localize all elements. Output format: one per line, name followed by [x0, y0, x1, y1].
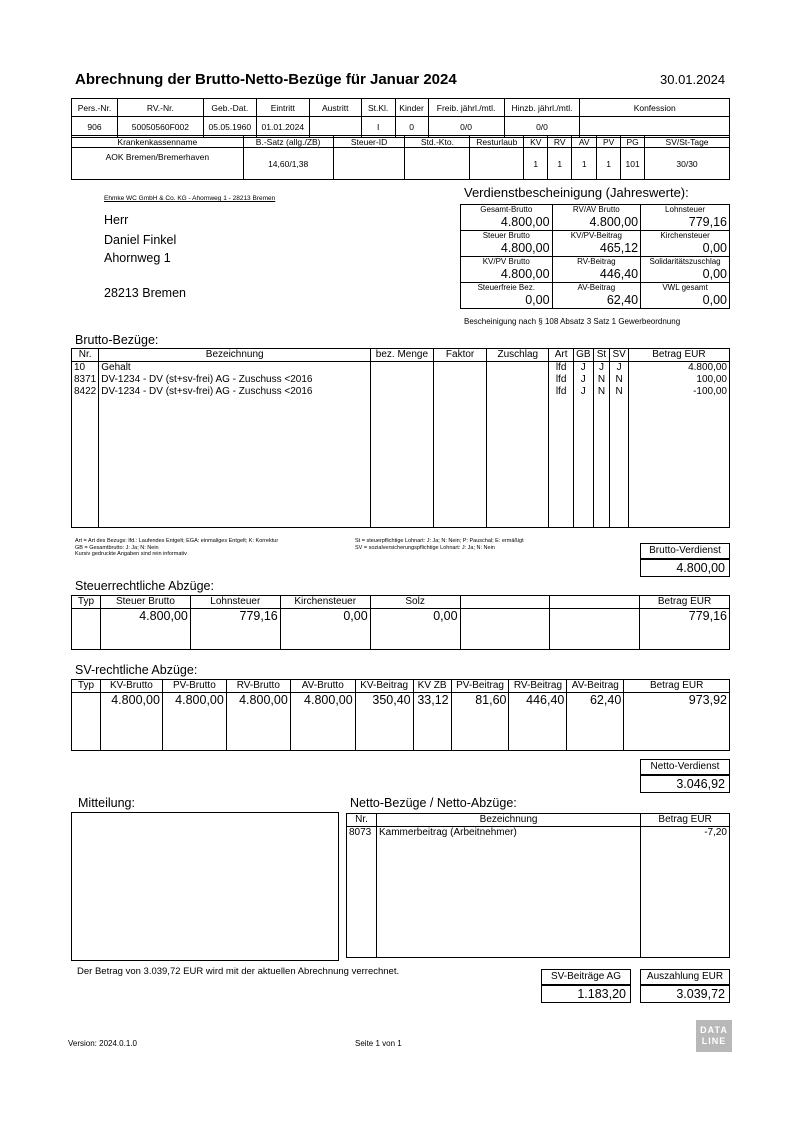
label-pv: PV	[597, 136, 621, 148]
col-header: RV-Brutto	[226, 680, 290, 693]
col-header: Kirchensteuer	[280, 596, 370, 609]
cell-nr: 8371	[72, 374, 99, 386]
value-kinder: 0	[395, 117, 428, 138]
vb-cell	[552, 231, 641, 257]
vb-value: 4.800,00	[500, 267, 550, 281]
label-pers-nr: Pers.-Nr.	[72, 99, 118, 117]
cell-betrag: -7,20	[641, 827, 730, 958]
legend-left: Art = Art des Bezugs: lfd.: Laufendes Entgelt; EGA: einmaliges Entgelt; K: Korrektur GB = Gesamtbrutto: J: Ja; N: Nein Kursiv gedruckte Angaben sind rein informativ	[75, 538, 279, 557]
value-rv: 1	[548, 148, 572, 180]
sv-beitraege-value: 1.183,20	[541, 985, 631, 1003]
label-pg: PG	[621, 136, 645, 148]
value-stkl: I	[361, 117, 395, 138]
vb-value: 0,00	[525, 293, 550, 307]
value-resturlaub	[470, 148, 524, 180]
table-row	[347, 827, 730, 958]
cell-st: N	[593, 374, 610, 386]
sv-table	[71, 679, 730, 751]
label-austritt: Austritt	[309, 99, 361, 117]
label-av: AV	[572, 136, 597, 148]
cell-nr: 10	[72, 362, 99, 375]
cell-menge	[371, 362, 434, 375]
col-header: PV-Beitrag	[451, 680, 509, 693]
steuer-title: Steuerrechtliche Abzüge:	[75, 579, 214, 593]
col-header: Faktor	[433, 349, 487, 362]
col-header: AV-Brutto	[290, 680, 355, 693]
cell-betrag: 973,92	[624, 693, 730, 751]
col-header: bez. Menge	[371, 349, 434, 362]
verdienst-note: Bescheinigung nach § 108 Absatz 3 Satz 1 Gewerbeordnung	[464, 317, 681, 326]
vb-label: KV/PV Brutto	[482, 257, 530, 266]
label-std-kto: Std.-Kto.	[405, 136, 470, 148]
col-header: KV ZB	[413, 680, 451, 693]
col-header: Zuschlag	[487, 349, 549, 362]
label-freib: Freib. jährl./mtl.	[428, 99, 504, 117]
address-salutation: Herr	[104, 213, 129, 227]
cell-nr: 8073	[347, 827, 377, 958]
document-date: 30.01.2024	[660, 72, 726, 87]
vb-value: 446,40	[599, 267, 639, 281]
cell-zuschlag	[487, 374, 549, 386]
cell-bezeichnung: Gehalt	[99, 362, 371, 375]
verrechnung-note: Der Betrag von 3.039,72 EUR wird mit der aktuellen Abrechnung verrechnet.	[77, 966, 400, 977]
cell-betrag: 4.800,00	[628, 362, 729, 375]
netto-bezuege-title: Netto-Bezüge / Netto-Abzüge:	[350, 796, 517, 810]
vb-value: 0,00	[702, 267, 727, 281]
label-rv-nr: RV.-Nr.	[117, 99, 203, 117]
insurance-header-table	[71, 135, 730, 180]
value-pers-nr: 906	[72, 117, 118, 138]
cell-faktor	[433, 386, 487, 398]
cell-menge	[371, 374, 434, 386]
logo-line-1: DATA	[700, 1025, 728, 1035]
col-header: SV	[610, 349, 628, 362]
brutto-verdienst-label: Brutto-Verdienst	[640, 543, 730, 559]
cell-kv-zb: 33,12	[413, 693, 451, 751]
cell-sv: J	[610, 362, 628, 375]
vb-cell	[552, 283, 641, 309]
vb-label: Steuerfreie Bez.	[477, 283, 535, 292]
vb-cell	[461, 257, 553, 283]
address-street: Ahornweg 1	[104, 251, 171, 265]
cell-gb: J	[574, 374, 593, 386]
cell-pv-brutto: 4.800,00	[162, 693, 226, 751]
col-header: Lohnsteuer	[190, 596, 280, 609]
vb-label: RV-Beitrag	[577, 257, 616, 266]
cell-typ	[72, 609, 101, 650]
brutto-table	[71, 348, 730, 528]
label-sv-st-tage: SV/St-Tage	[645, 136, 730, 148]
col-header: Bezeichnung	[99, 349, 371, 362]
cell-gb: J	[574, 386, 593, 398]
address-city: 28213 Bremen	[104, 286, 187, 300]
table-row	[72, 693, 730, 751]
cell-rv-beitrag: 446,40	[509, 693, 567, 751]
value-sv-st-tage: 30/30	[645, 148, 730, 180]
cell-solz: 0,00	[370, 609, 460, 650]
value-pv: 1	[597, 148, 621, 180]
vb-cell	[552, 205, 641, 231]
cell-menge	[371, 386, 434, 398]
col-header: KV-Brutto	[100, 680, 162, 693]
page-title: Abrechnung der Brutto-Netto-Bezüge für Januar 2024	[75, 71, 457, 88]
page-number: Seite 1 von 1	[355, 1039, 402, 1048]
verdienst-table	[460, 204, 730, 309]
vb-label: Steuer Brutto	[482, 231, 530, 240]
cell-steuer-brutto: 4.800,00	[100, 609, 190, 650]
value-krankenkasse: AOK Bremen/Bremerhaven	[72, 148, 244, 180]
cell-kv-beitrag: 350,40	[355, 693, 413, 751]
netto-bezuege-table	[346, 813, 730, 958]
col-header: RV-Beitrag	[509, 680, 567, 693]
cell-art: lfd	[549, 374, 574, 386]
vb-cell	[461, 205, 553, 231]
col-header: Betrag EUR	[628, 349, 729, 362]
cell-st: J	[593, 362, 610, 375]
verdienst-title: Verdienstbescheinigung (Jahreswerte):	[464, 185, 689, 200]
value-std-kto	[405, 148, 470, 180]
label-rv: RV	[548, 136, 572, 148]
netto-verdienst-value: 3.046,92	[640, 775, 730, 793]
vb-cell	[461, 283, 553, 309]
vb-value: 4.800,00	[589, 215, 639, 229]
sender-line: Ehmke WC GmbH & Co. KG - Ahornweg 1 - 28213 Bremen	[104, 195, 276, 202]
col-header: Steuer Brutto	[100, 596, 190, 609]
cell-sv: N	[610, 374, 628, 386]
mitteilung-box	[71, 812, 339, 961]
cell-gb: J	[574, 362, 593, 375]
col-header	[460, 596, 550, 609]
sv-title: SV-rechtliche Abzüge:	[75, 663, 198, 677]
value-rv-nr: 50050560F002	[117, 117, 203, 138]
cell-faktor	[433, 362, 487, 375]
cell-rv-brutto: 4.800,00	[226, 693, 290, 751]
brutto-verdienst-value: 4.800,00	[640, 559, 730, 577]
label-konfession: Konfession	[580, 99, 730, 117]
auszahlung-value: 3.039,72	[640, 985, 730, 1003]
col-header: Betrag EUR	[640, 596, 730, 609]
vb-cell	[641, 257, 730, 283]
cell-betrag: 100,00	[628, 374, 729, 386]
vb-value: 0,00	[702, 293, 727, 307]
col-header: Art	[549, 349, 574, 362]
label-eintritt: Eintritt	[256, 99, 309, 117]
sv-beitraege-label: SV-Beiträge AG	[541, 969, 631, 985]
cell-betrag: 779,16	[640, 609, 730, 650]
cell-art: lfd	[549, 386, 574, 398]
vb-label: AV-Beitrag	[577, 283, 616, 292]
col-header: Bezeichnung	[376, 814, 640, 827]
vb-cell	[641, 231, 730, 257]
col-header: KV-Beitrag	[355, 680, 413, 693]
table-row	[72, 362, 730, 375]
version-label: Version: 2024.0.1.0	[68, 1039, 137, 1048]
cell-st: N	[593, 386, 610, 398]
vb-cell	[461, 231, 553, 257]
cell-zuschlag	[487, 386, 549, 398]
cell-betrag: -100,00	[628, 386, 729, 398]
cell-art: lfd	[549, 362, 574, 375]
vb-label: Lohnsteuer	[665, 205, 706, 214]
col-header: St	[593, 349, 610, 362]
col-header: Solz	[370, 596, 460, 609]
col-header: Betrag EUR	[641, 814, 730, 827]
table-row	[72, 609, 730, 650]
vb-cell	[641, 283, 730, 309]
col-header: Typ	[72, 680, 101, 693]
vb-label: Kirchensteuer	[660, 231, 710, 240]
value-b-satz: 14,60/1,38	[243, 148, 333, 180]
auszahlung-label: Auszahlung EUR	[640, 969, 730, 985]
brutto-title: Brutto-Bezüge:	[75, 333, 159, 347]
label-kv: KV	[524, 136, 548, 148]
cell-nr: 8422	[72, 386, 99, 398]
cell-bezeichnung: DV-1234 - DV (st+sv-frei) AG - Zuschuss <2016	[99, 386, 371, 398]
vb-cell	[641, 205, 730, 231]
value-pg: 101	[621, 148, 645, 180]
value-freib: 0/0	[428, 117, 504, 138]
vb-value: 0,00	[702, 241, 727, 255]
vb-label: Solidaritätszuschlag	[649, 257, 721, 266]
value-kv: 1	[524, 148, 548, 180]
table-row-empty	[72, 398, 730, 527]
cell-av-brutto: 4.800,00	[290, 693, 355, 751]
employee-header-table	[71, 98, 730, 138]
col-header: Typ	[72, 596, 101, 609]
dataline-logo	[696, 1020, 732, 1052]
vb-value: 779,16	[688, 215, 727, 229]
vb-label: RV/AV Brutto	[572, 205, 620, 214]
vb-value: 62,40	[606, 293, 639, 307]
label-resturlaub: Resturlaub	[470, 136, 524, 148]
value-geb-dat: 05.05.1960	[203, 117, 256, 138]
legend-right: St = steuerpflichtige Lohnart: J: Ja; N: Nein; P: Pauschal; E: ermäßigt SV = sozialversicherungspflichtige Lohnart: J: Ja; N: Nein	[355, 538, 524, 551]
label-geb-dat: Geb.-Dat.	[203, 99, 256, 117]
address-name: Daniel Finkel	[104, 233, 177, 247]
label-stkl: St.Kl.	[361, 99, 395, 117]
cell-empty	[460, 609, 550, 650]
label-hinzb: Hinzb. jährl./mtl.	[504, 99, 580, 117]
value-av: 1	[572, 148, 597, 180]
col-header	[550, 596, 640, 609]
vb-cell	[552, 257, 641, 283]
cell-zuschlag	[487, 362, 549, 375]
cell-empty	[550, 609, 640, 650]
value-eintritt: 01.01.2024	[256, 117, 309, 138]
vb-value: 4.800,00	[500, 241, 550, 255]
label-kinder: Kinder	[395, 99, 428, 117]
vb-label: VWL gesamt	[662, 283, 708, 292]
col-header: AV-Beitrag	[567, 680, 624, 693]
cell-faktor	[433, 374, 487, 386]
cell-av-beitrag: 62,40	[567, 693, 624, 751]
vb-value: 4.800,00	[500, 215, 550, 229]
col-header: Nr.	[72, 349, 99, 362]
col-header: GB	[574, 349, 593, 362]
cell-kv-brutto: 4.800,00	[100, 693, 162, 751]
label-b-satz: B.-Satz (allg./ZB)	[243, 136, 333, 148]
value-hinzb: 0/0	[504, 117, 580, 138]
value-steuer-id	[333, 148, 405, 180]
cell-bezeichnung: DV-1234 - DV (st+sv-frei) AG - Zuschuss <2016	[99, 374, 371, 386]
col-header: Betrag EUR	[624, 680, 730, 693]
cell-typ	[72, 693, 101, 751]
steuer-table	[71, 595, 730, 650]
table-row	[72, 386, 730, 398]
cell-lohnsteuer: 779,16	[190, 609, 280, 650]
cell-bezeichnung: Kammerbeitrag (Arbeitnehmer)	[376, 827, 640, 958]
cell-pv-beitrag: 81,60	[451, 693, 509, 751]
netto-verdienst-label: Netto-Verdienst	[640, 759, 730, 775]
table-row	[72, 374, 730, 386]
logo-line-2: LINE	[701, 1036, 727, 1046]
mitteilung-title: Mitteilung:	[78, 796, 135, 810]
col-header: PV-Brutto	[162, 680, 226, 693]
vb-label: KV/PV-Beitrag	[570, 231, 622, 240]
vb-value: 465,12	[599, 241, 639, 255]
cell-sv: N	[610, 386, 628, 398]
vb-label: Gesamt-Brutto	[480, 205, 533, 214]
label-krankenkasse: Krankenkassenname	[72, 136, 244, 148]
cell-kirchensteuer: 0,00	[280, 609, 370, 650]
label-steuer-id: Steuer-ID	[333, 136, 405, 148]
col-header: Nr.	[347, 814, 377, 827]
